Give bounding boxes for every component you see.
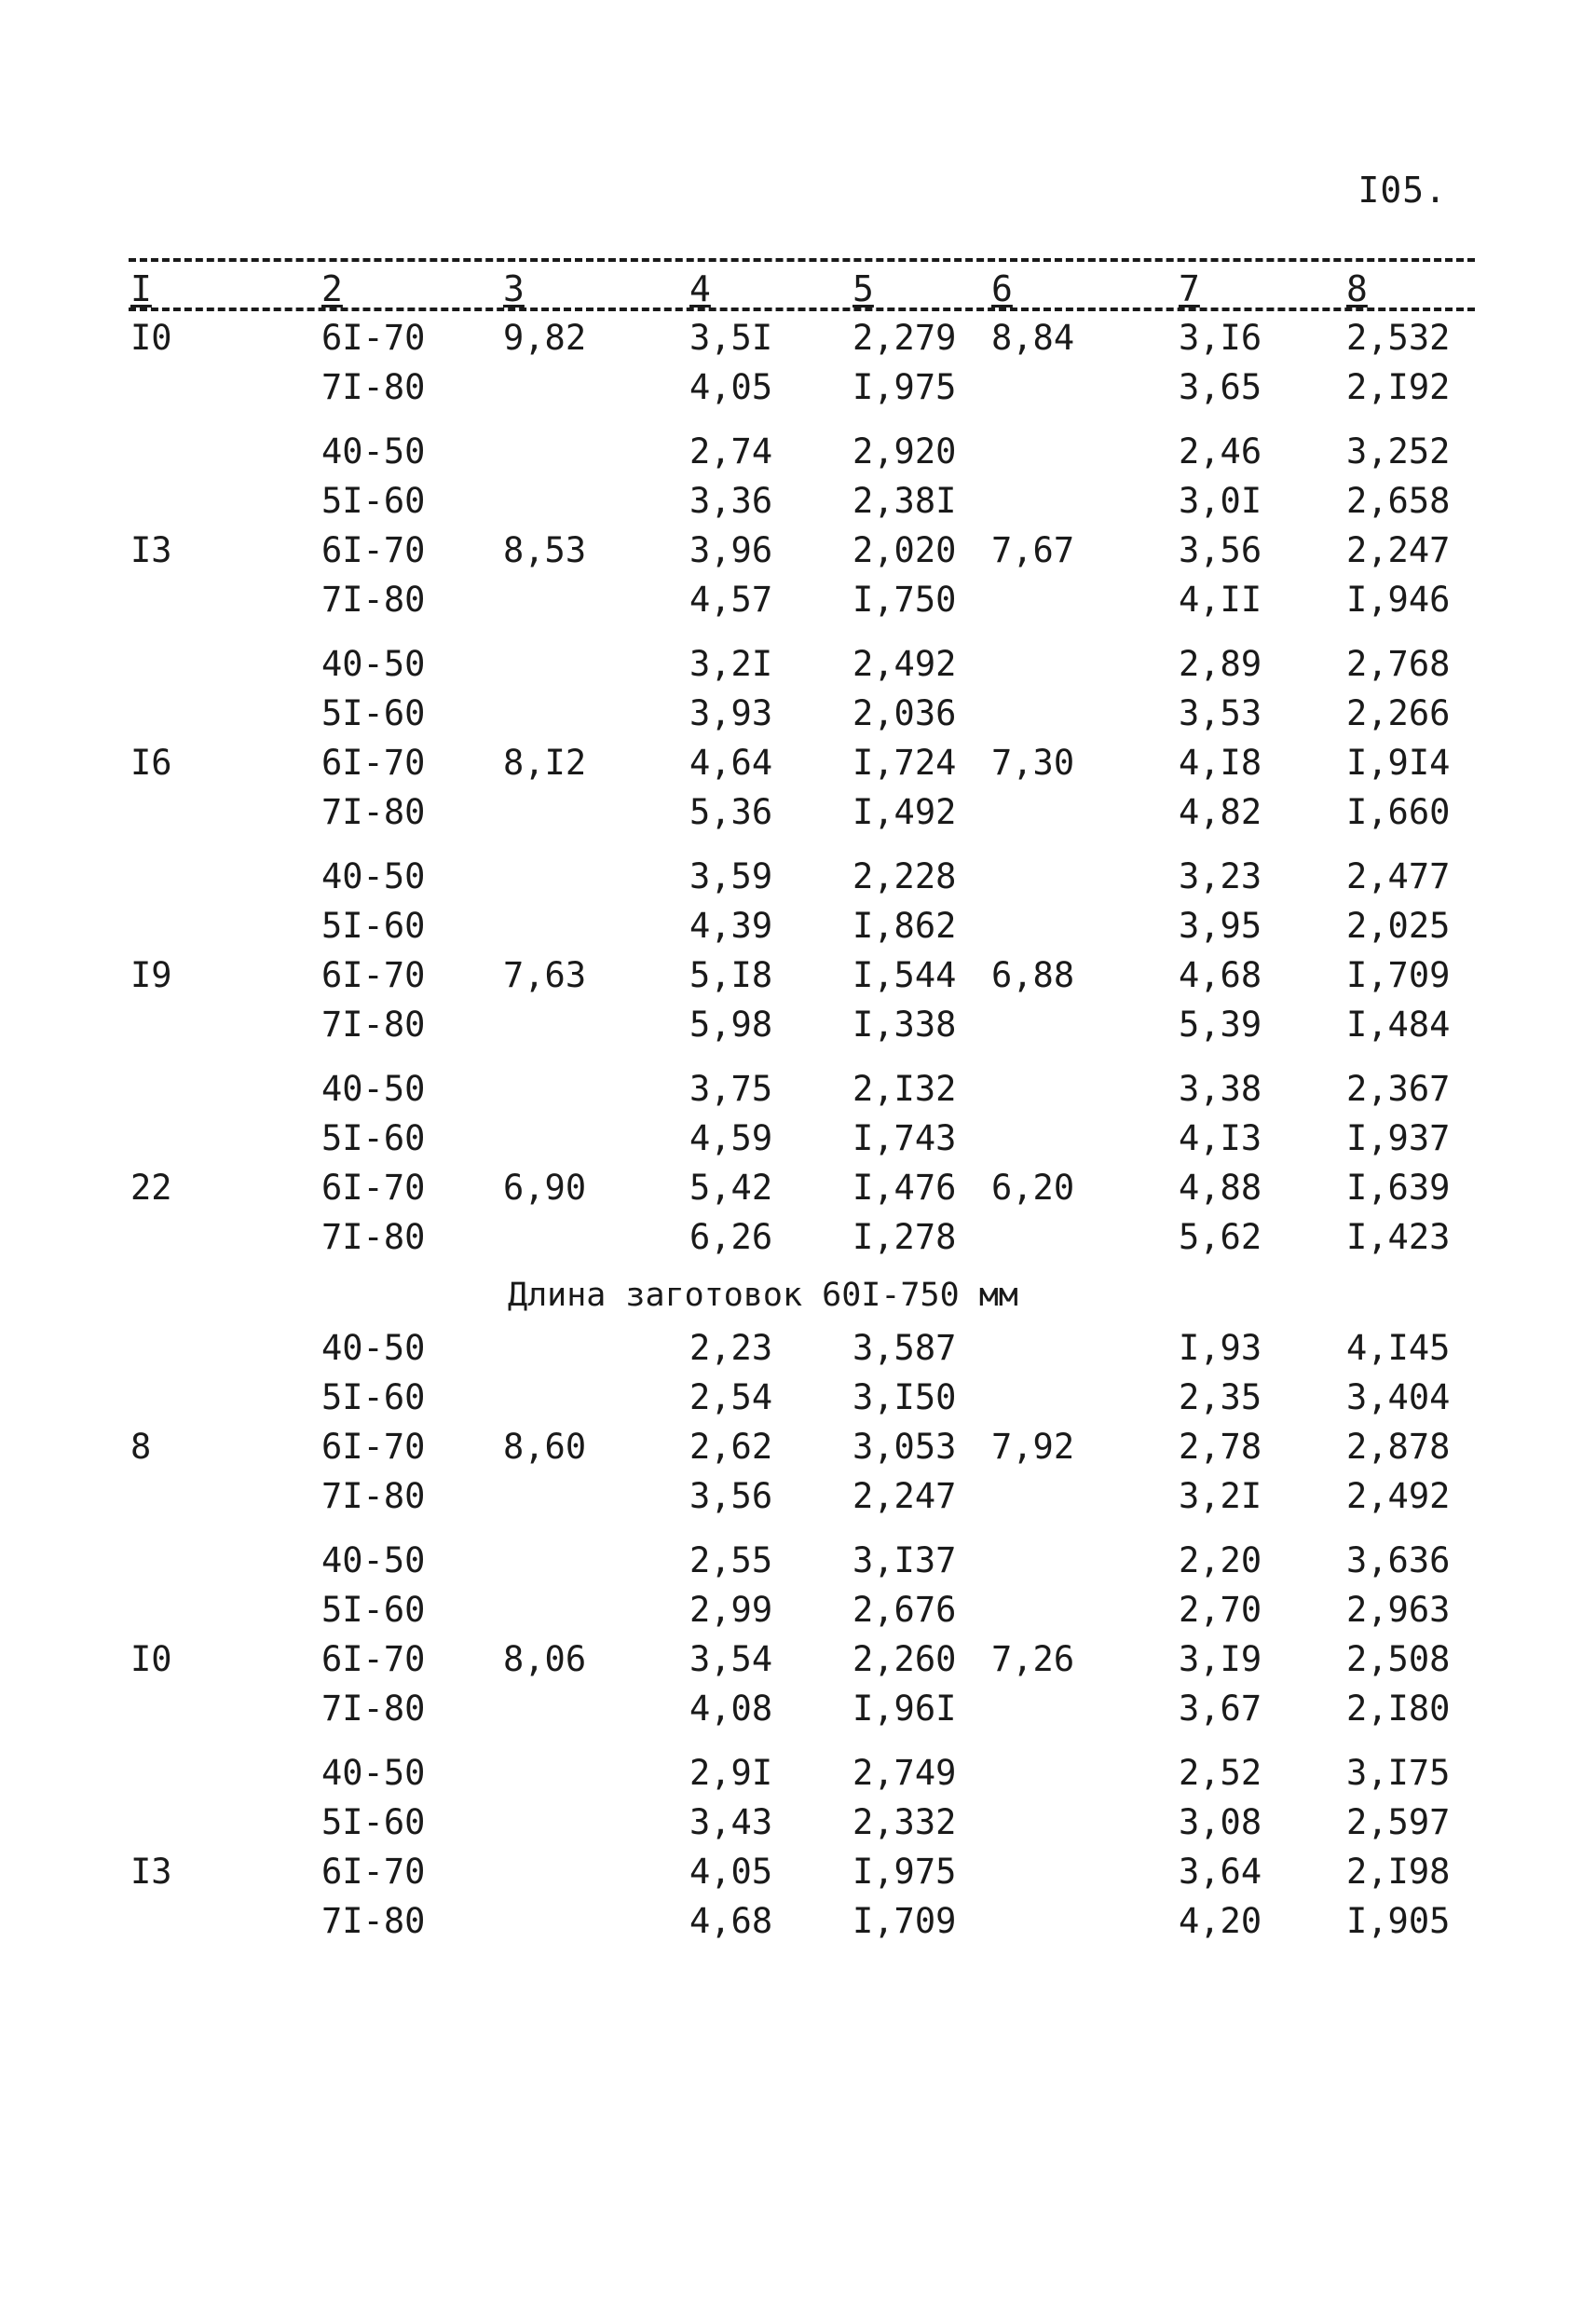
cell-col-4: 3,2I — [689, 644, 773, 684]
cell-col-1: I0 — [130, 318, 172, 358]
cell-col-5: I,96I — [853, 1689, 957, 1729]
cell-col-2: 5I-60 — [321, 693, 426, 733]
cell-col-8: 2,266 — [1346, 693, 1451, 733]
cell-col-7: 2,46 — [1179, 431, 1262, 472]
header-col-6: 6 — [991, 268, 1013, 309]
table-row — [0, 738, 1596, 787]
cell-col-4: 4,59 — [689, 1118, 773, 1158]
cell-col-7: 3,2I — [1179, 1476, 1262, 1516]
cell-col-6: 7,67 — [991, 530, 1075, 570]
table-header-top-rule — [129, 258, 1475, 262]
table-body — [0, 313, 1596, 1946]
cell-col-5: 2,492 — [853, 644, 957, 684]
cell-col-2: 6I-70 — [321, 743, 426, 783]
cell-col-2: 7I-80 — [321, 1005, 426, 1045]
cell-col-2: 7I-80 — [321, 1689, 426, 1729]
cell-col-8: 2,025 — [1346, 906, 1451, 946]
cell-col-3: 8,I2 — [503, 743, 587, 783]
cell-col-2: 40-50 — [321, 644, 426, 684]
cell-col-5: 3,053 — [853, 1427, 957, 1467]
cell-col-8: 3,I75 — [1346, 1753, 1451, 1793]
cell-col-7: 2,89 — [1179, 644, 1262, 684]
cell-col-3: 7,63 — [503, 955, 587, 995]
cell-col-5: 2,749 — [853, 1753, 957, 1793]
cell-col-1: 22 — [130, 1168, 172, 1208]
cell-col-5: 2,260 — [853, 1639, 957, 1679]
cell-col-8: I,639 — [1346, 1168, 1451, 1208]
header-col-7: 7 — [1179, 268, 1200, 309]
cell-col-5: 2,920 — [853, 431, 957, 472]
cell-col-8: I,905 — [1346, 1901, 1451, 1941]
cell-col-2: 6I-70 — [321, 1168, 426, 1208]
cell-col-2: 6I-70 — [321, 1639, 426, 1679]
table-row — [0, 476, 1596, 526]
cell-col-8: 2,477 — [1346, 856, 1451, 896]
table-row — [0, 1471, 1596, 1521]
cell-col-7: 2,52 — [1179, 1753, 1262, 1793]
table-row — [0, 852, 1596, 901]
table-row — [0, 1000, 1596, 1049]
cell-col-4: 3,93 — [689, 693, 773, 733]
header-col-5: 5 — [853, 268, 874, 309]
cell-col-7: 4,82 — [1179, 792, 1262, 832]
cell-col-4: 3,96 — [689, 530, 773, 570]
table-row — [0, 1064, 1596, 1114]
cell-col-6: 6,88 — [991, 955, 1075, 995]
cell-col-4: 2,23 — [689, 1328, 773, 1368]
cell-col-7: 3,23 — [1179, 856, 1262, 896]
cell-col-2: 5I-60 — [321, 481, 426, 521]
cell-col-8: I,660 — [1346, 792, 1451, 832]
cell-col-7: 3,95 — [1179, 906, 1262, 946]
cell-col-2: 7I-80 — [321, 580, 426, 620]
cell-col-5: I,544 — [853, 955, 957, 995]
cell-col-4: 3,5I — [689, 318, 773, 358]
cell-col-5: 2,I32 — [853, 1069, 957, 1109]
cell-col-4: 2,54 — [689, 1377, 773, 1417]
cell-col-7: 4,I8 — [1179, 743, 1262, 783]
cell-col-2: 40-50 — [321, 1540, 426, 1580]
cell-col-5: I,338 — [853, 1005, 957, 1045]
cell-col-4: 3,75 — [689, 1069, 773, 1109]
cell-col-1: 8 — [130, 1427, 152, 1467]
cell-col-8: 2,597 — [1346, 1802, 1451, 1842]
cell-col-4: 5,I8 — [689, 955, 773, 995]
cell-col-7: 2,70 — [1179, 1590, 1262, 1630]
cell-col-3: 8,60 — [503, 1427, 587, 1467]
cell-col-4: 3,36 — [689, 481, 773, 521]
table-row — [0, 1896, 1596, 1946]
table-row — [0, 1536, 1596, 1585]
cell-col-2: 7I-80 — [321, 1217, 426, 1257]
cell-col-8: 2,I92 — [1346, 367, 1451, 407]
cell-col-2: 40-50 — [321, 1328, 426, 1368]
cell-col-2: 5I-60 — [321, 1377, 426, 1417]
cell-col-2: 40-50 — [321, 1069, 426, 1109]
cell-col-7: I,93 — [1179, 1328, 1262, 1368]
cell-col-7: 3,0I — [1179, 481, 1262, 521]
cell-col-5: I,975 — [853, 367, 957, 407]
cell-col-7: 2,78 — [1179, 1427, 1262, 1467]
cell-col-1: I0 — [130, 1639, 172, 1679]
cell-col-7: 3,08 — [1179, 1802, 1262, 1842]
cell-col-4: 4,57 — [689, 580, 773, 620]
cell-col-1: I9 — [130, 955, 172, 995]
table-row — [0, 575, 1596, 624]
cell-col-8: I,709 — [1346, 955, 1451, 995]
cell-col-7: 3,65 — [1179, 367, 1262, 407]
cell-col-4: 4,05 — [689, 367, 773, 407]
cell-col-7: 4,68 — [1179, 955, 1262, 995]
cell-col-7: 3,I6 — [1179, 318, 1262, 358]
cell-col-5: I,476 — [853, 1168, 957, 1208]
cell-col-1: I3 — [130, 530, 172, 570]
cell-col-8: 2,658 — [1346, 481, 1451, 521]
cell-col-4: 4,08 — [689, 1689, 773, 1729]
table-row — [0, 313, 1596, 362]
cell-col-7: 4,I3 — [1179, 1118, 1262, 1158]
cell-col-8: I,9I4 — [1346, 743, 1451, 783]
table-header — [0, 268, 1596, 309]
cell-col-5: 3,I50 — [853, 1377, 957, 1417]
cell-col-8: 2,508 — [1346, 1639, 1451, 1679]
table-row — [0, 1585, 1596, 1634]
cell-col-6: 6,20 — [991, 1168, 1075, 1208]
cell-col-4: 2,9I — [689, 1753, 773, 1793]
table-row — [0, 639, 1596, 689]
cell-col-8: 2,I80 — [1346, 1689, 1451, 1729]
cell-col-8: I,946 — [1346, 580, 1451, 620]
cell-col-2: 40-50 — [321, 431, 426, 472]
cell-col-7: 3,38 — [1179, 1069, 1262, 1109]
cell-col-4: 4,68 — [689, 1901, 773, 1941]
cell-col-3: 9,82 — [503, 318, 587, 358]
cell-col-7: 3,67 — [1179, 1689, 1262, 1729]
cell-col-4: 3,56 — [689, 1476, 773, 1516]
table-row — [0, 526, 1596, 575]
cell-col-2: 7I-80 — [321, 367, 426, 407]
cell-col-1: I3 — [130, 1852, 172, 1892]
cell-col-8: I,937 — [1346, 1118, 1451, 1158]
cell-col-5: 2,279 — [853, 318, 957, 358]
table-row — [0, 901, 1596, 950]
table-row — [0, 1684, 1596, 1733]
cell-col-5: 2,38I — [853, 481, 957, 521]
table-row — [0, 1373, 1596, 1422]
cell-col-2: 6I-70 — [321, 955, 426, 995]
table-row — [0, 1114, 1596, 1163]
cell-col-4: 2,99 — [689, 1590, 773, 1630]
cell-col-8: 2,492 — [1346, 1476, 1451, 1516]
cell-col-3: 6,90 — [503, 1168, 587, 1208]
table-row — [0, 1323, 1596, 1373]
table-row — [0, 1422, 1596, 1471]
cell-col-2: 5I-60 — [321, 1802, 426, 1842]
table-row — [0, 1634, 1596, 1684]
cell-col-2: 7I-80 — [321, 792, 426, 832]
header-col-8: 8 — [1346, 268, 1368, 309]
cell-col-7: 2,20 — [1179, 1540, 1262, 1580]
cell-col-7: 2,35 — [1179, 1377, 1262, 1417]
cell-col-2: 40-50 — [321, 1753, 426, 1793]
cell-col-8: I,484 — [1346, 1005, 1451, 1045]
cell-col-7: 4,II — [1179, 580, 1262, 620]
cell-col-5: 2,332 — [853, 1802, 957, 1842]
cell-col-6: 7,92 — [991, 1427, 1075, 1467]
cell-col-4: 5,36 — [689, 792, 773, 832]
header-col-2: 2 — [321, 268, 343, 309]
cell-col-4: 5,98 — [689, 1005, 773, 1045]
table-row — [0, 950, 1596, 1000]
table-row — [0, 362, 1596, 412]
cell-col-4: 5,42 — [689, 1168, 773, 1208]
cell-col-4: 3,54 — [689, 1639, 773, 1679]
cell-col-5: 2,036 — [853, 693, 957, 733]
cell-col-2: 7I-80 — [321, 1901, 426, 1941]
cell-col-2: 40-50 — [321, 856, 426, 896]
table-row — [0, 1163, 1596, 1212]
cell-col-4: 4,39 — [689, 906, 773, 946]
cell-col-2: 5I-60 — [321, 906, 426, 946]
cell-col-4: 6,26 — [689, 1217, 773, 1257]
cell-col-6: 7,26 — [991, 1639, 1075, 1679]
cell-col-4: 3,59 — [689, 856, 773, 896]
cell-col-2: 6I-70 — [321, 1852, 426, 1892]
cell-col-7: 3,64 — [1179, 1852, 1262, 1892]
header-col-4: 4 — [689, 268, 711, 309]
cell-col-7: 5,39 — [1179, 1005, 1262, 1045]
cell-col-4: 2,55 — [689, 1540, 773, 1580]
cell-col-5: 2,676 — [853, 1590, 957, 1630]
cell-col-1: I6 — [130, 743, 172, 783]
cell-col-7: 5,62 — [1179, 1217, 1262, 1257]
cell-col-5: I,743 — [853, 1118, 957, 1158]
cell-col-8: 2,532 — [1346, 318, 1451, 358]
cell-col-7: 3,I9 — [1179, 1639, 1262, 1679]
cell-col-7: 3,53 — [1179, 693, 1262, 733]
header-col-1: I — [130, 268, 152, 309]
cell-col-3: 8,53 — [503, 530, 587, 570]
cell-col-2: 5I-60 — [321, 1590, 426, 1630]
cell-col-5: I,862 — [853, 906, 957, 946]
cell-col-5: 2,020 — [853, 530, 957, 570]
table-row — [0, 1748, 1596, 1798]
cell-col-5: I,709 — [853, 1901, 957, 1941]
cell-col-5: 3,587 — [853, 1328, 957, 1368]
table-row — [0, 427, 1596, 476]
table-row — [0, 1212, 1596, 1262]
table-row — [0, 1847, 1596, 1896]
cell-col-5: I,724 — [853, 743, 957, 783]
cell-col-8: 2,878 — [1346, 1427, 1451, 1467]
cell-col-4: 2,74 — [689, 431, 773, 472]
cell-col-8: 2,247 — [1346, 530, 1451, 570]
cell-col-7: 4,88 — [1179, 1168, 1262, 1208]
cell-col-2: 7I-80 — [321, 1476, 426, 1516]
table-row — [0, 787, 1596, 837]
cell-col-8: 2,768 — [1346, 644, 1451, 684]
section-caption: Длина заготовок 60I-750 мм — [508, 1277, 1018, 1314]
cell-col-8: 3,636 — [1346, 1540, 1451, 1580]
cell-col-7: 4,20 — [1179, 1901, 1262, 1941]
cell-col-6: 8,84 — [991, 318, 1075, 358]
cell-col-8: 2,367 — [1346, 1069, 1451, 1109]
cell-col-4: 3,43 — [689, 1802, 773, 1842]
cell-col-4: 4,05 — [689, 1852, 773, 1892]
header-col-3: 3 — [503, 268, 525, 309]
cell-col-4: 2,62 — [689, 1427, 773, 1467]
cell-col-8: 4,I45 — [1346, 1328, 1451, 1368]
cell-col-5: I,750 — [853, 580, 957, 620]
cell-col-3: 8,06 — [503, 1639, 587, 1679]
table-header-bottom-rule — [129, 308, 1475, 311]
cell-col-5: 2,228 — [853, 856, 957, 896]
cell-col-8: I,423 — [1346, 1217, 1451, 1257]
cell-col-5: I,492 — [853, 792, 957, 832]
table-row — [0, 689, 1596, 738]
cell-col-5: I,278 — [853, 1217, 957, 1257]
cell-col-2: 6I-70 — [321, 1427, 426, 1467]
cell-col-5: 3,I37 — [853, 1540, 957, 1580]
cell-col-8: 2,963 — [1346, 1590, 1451, 1630]
cell-col-6: 7,30 — [991, 743, 1075, 783]
cell-col-8: 3,404 — [1346, 1377, 1451, 1417]
cell-col-2: 6I-70 — [321, 318, 426, 358]
cell-col-4: 4,64 — [689, 743, 773, 783]
cell-col-7: 3,56 — [1179, 530, 1262, 570]
cell-col-2: 6I-70 — [321, 530, 426, 570]
cell-col-5: I,975 — [853, 1852, 957, 1892]
page-number: I05. — [1357, 170, 1447, 211]
cell-col-8: 3,252 — [1346, 431, 1451, 472]
cell-col-5: 2,247 — [853, 1476, 957, 1516]
cell-col-8: 2,I98 — [1346, 1852, 1451, 1892]
table-row — [0, 1798, 1596, 1847]
cell-col-2: 5I-60 — [321, 1118, 426, 1158]
